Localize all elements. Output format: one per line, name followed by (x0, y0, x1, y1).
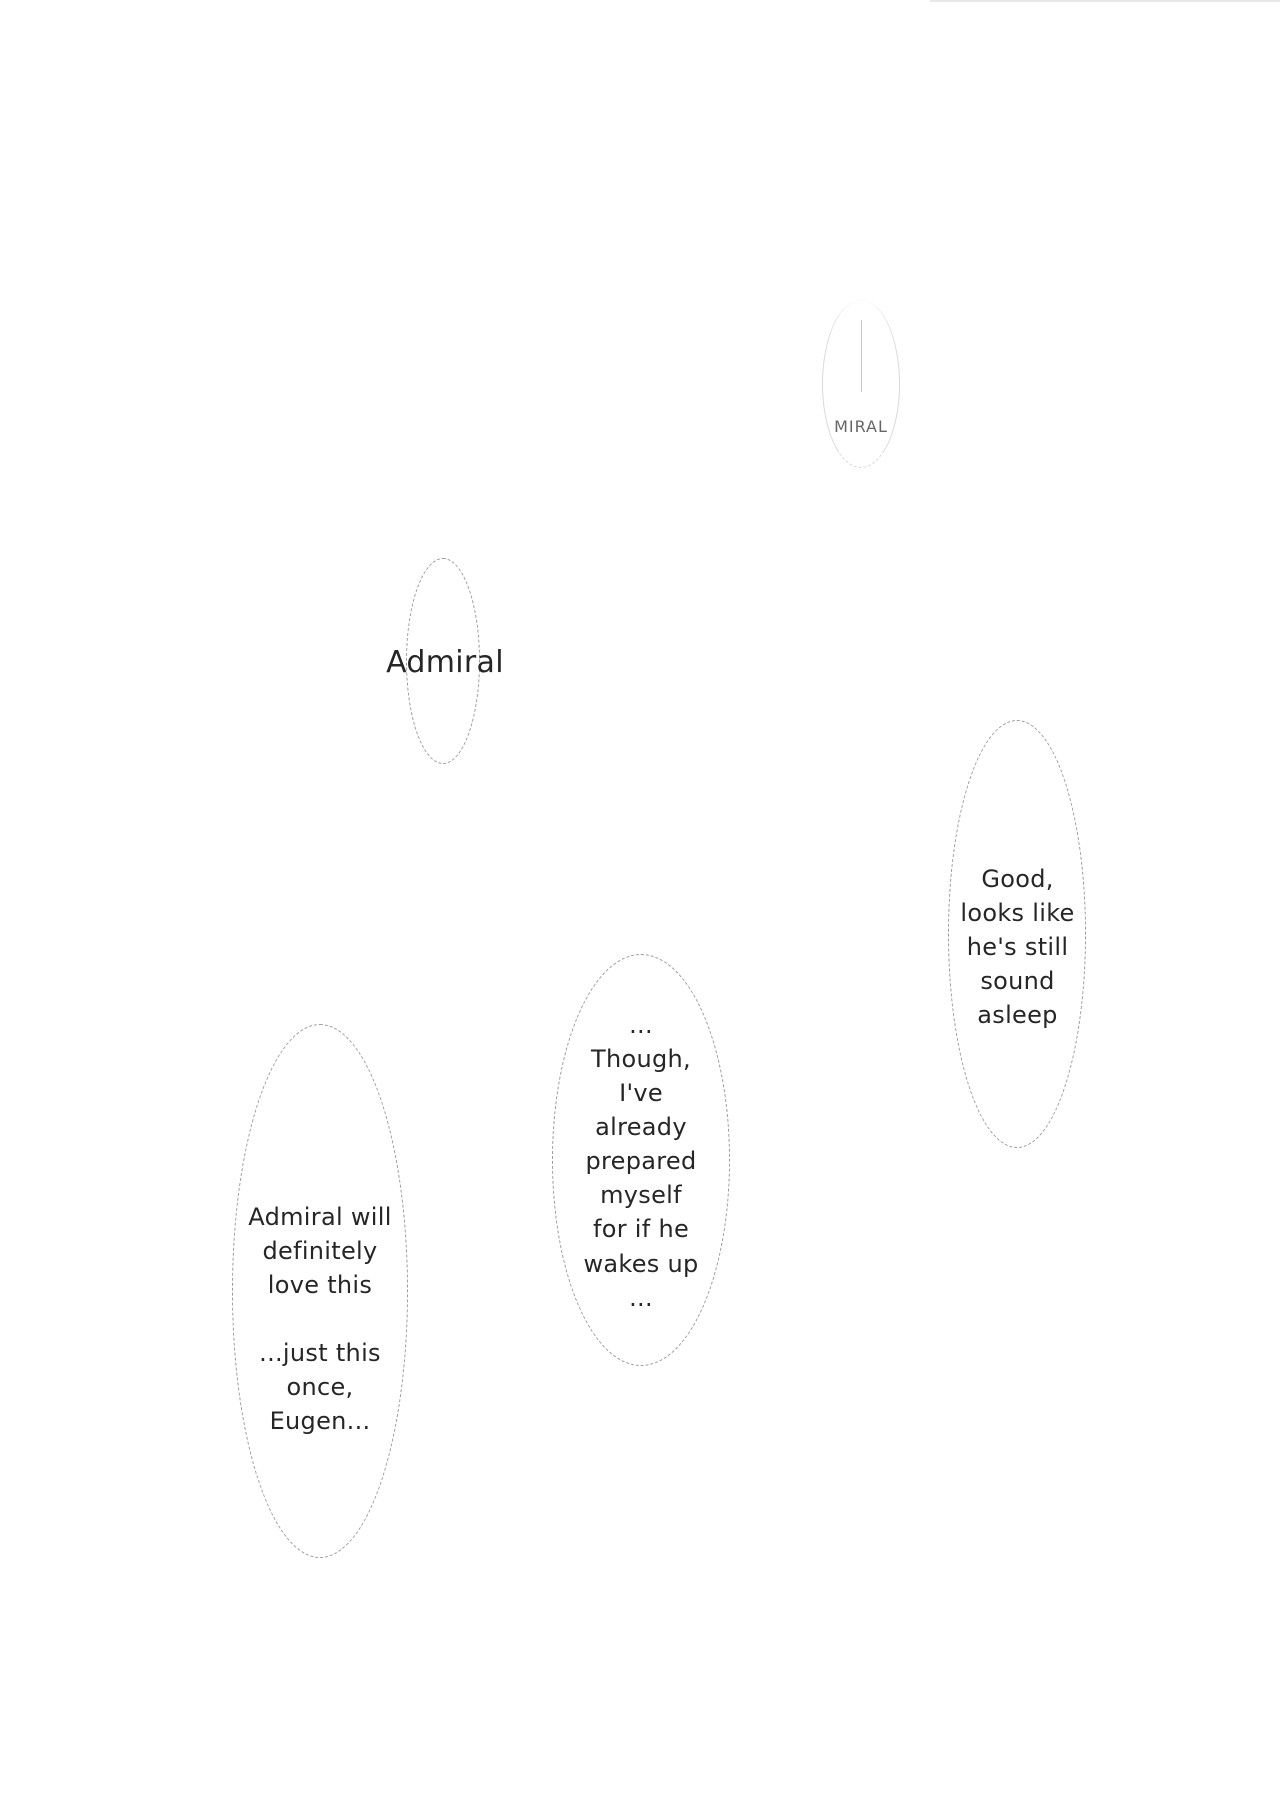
bubble-text-admiral-love: Admiral will definitely love this ...just this once, Eugen... (248, 1203, 392, 1436)
bubble-text-admiral: Admiral (386, 645, 504, 680)
bubble-text-miral: MIRAL (834, 417, 888, 436)
bubble-divider-line (861, 320, 862, 392)
bubble-text-good-looks: Good, looks like he's still sound asleep (960, 865, 1075, 1030)
bubble-text-though: ... Though, I've already prepared myself for if he wakes up ... (583, 1011, 699, 1312)
scan-edge-top (930, 0, 1280, 2)
